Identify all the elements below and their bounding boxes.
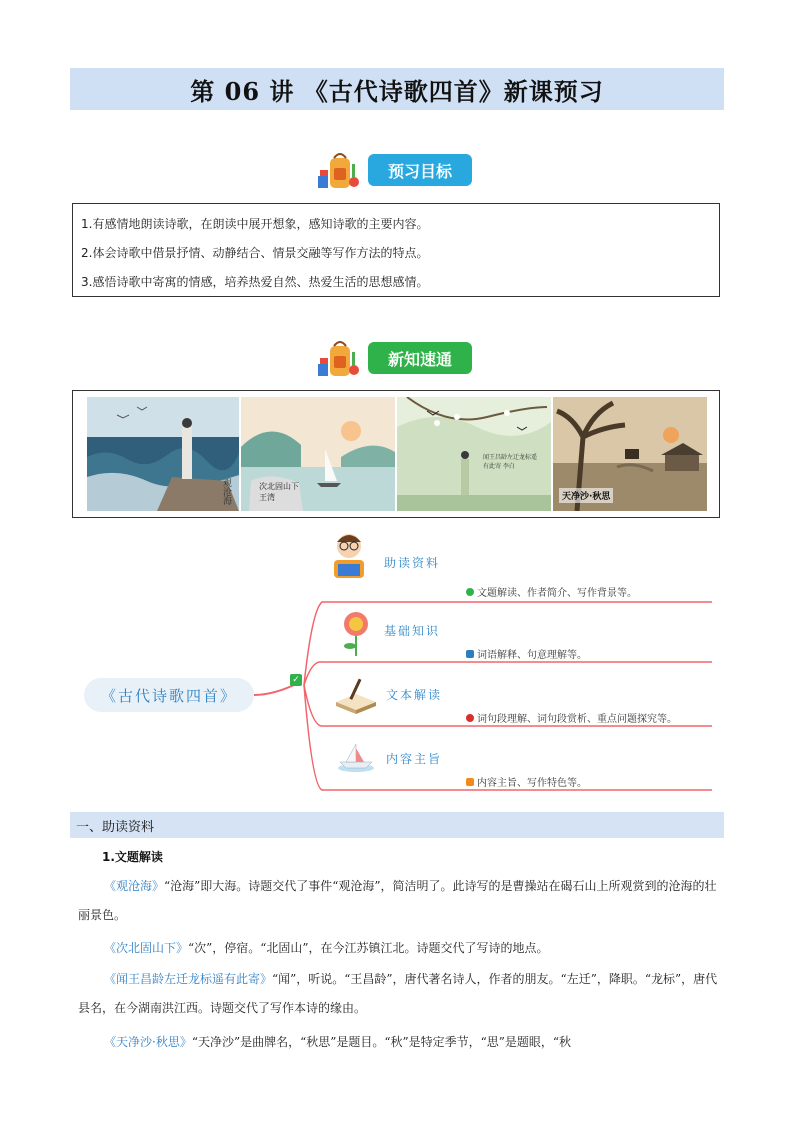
- circle-icon: [466, 714, 474, 722]
- branch-desc: [466, 710, 677, 725]
- sub-heading: 1.文题解读: [102, 850, 163, 864]
- branch-desc-text: 词句段理解、词句段赏析、重点问题探究等。: [477, 714, 677, 725]
- square-icon: [466, 778, 474, 786]
- image-caption: 次北固山下 王湾: [259, 482, 299, 502]
- goal-item: 2.体会诗歌中借景抒情、动静结合、情景交融等写作方法的特点。: [81, 246, 429, 260]
- badge-label: 预习目标: [368, 154, 472, 186]
- poem-image-tian-jing-sha: [553, 397, 707, 511]
- poem-title: 《闻王昌龄左迁龙标遥有此寄》: [104, 972, 273, 986]
- mindmap-root: 《古代诗歌四首》: [84, 678, 254, 712]
- goal-item: 3.感悟诗歌中寄寓的情感，培养热爱自然、热爱生活的思想感情。: [81, 275, 429, 289]
- paragraph-text: “天净沙”是曲牌名，“秋思”是题目。“秋”是特定季节，“思”是题眼，“秋: [191, 1035, 572, 1049]
- paragraph-text: “闻”，听说。“王昌龄”，唐代著名诗人，作者的朋友。“左迁”，降职。“龙标”，唐代县名，在今湖南洪江西。诗题交代了写作本诗的缘由。: [78, 972, 718, 1015]
- paper-boat-icon: [334, 736, 378, 776]
- schoolbag-icon: [316, 150, 362, 190]
- paragraph: [78, 1028, 722, 1058]
- image-caption: 闻王昌龄左迁龙标遥有此寄 李白: [483, 454, 538, 470]
- badge-label: 新知速通: [368, 342, 472, 374]
- paragraph-text: “次”，停宿。“北固山”，在今江苏镇江北。诗题交代了写诗的地点。: [188, 941, 549, 955]
- branch-desc: [466, 774, 587, 789]
- reading-boy-icon: [324, 530, 374, 584]
- goals-box: [72, 203, 720, 297]
- checkbox-icon: ✓: [290, 674, 302, 686]
- branch-desc: [466, 646, 587, 661]
- person-icon: [466, 650, 474, 658]
- section-badge-goals: [316, 150, 472, 190]
- title-bar: [70, 68, 724, 110]
- paragraph: [78, 872, 722, 930]
- section-badge-new-knowledge: [316, 338, 472, 378]
- branch-title: 助读资料: [384, 556, 441, 570]
- goal-item: 1.有感情地朗读诗歌，在朗读中展开想象，感知诗歌的主要内容。: [81, 217, 429, 231]
- image-caption: 观沧海: [221, 478, 231, 505]
- book-icon: [332, 676, 380, 716]
- poem-title: 《观沧海》: [104, 879, 165, 893]
- branch-title: 内容主旨: [386, 752, 443, 766]
- mind-map: [72, 530, 722, 800]
- branch-title: 基础知识: [384, 624, 441, 638]
- branch-desc-text: 文题解读、作者简介、写作背景等。: [477, 588, 637, 599]
- flower-icon: [336, 608, 376, 658]
- circle-icon: [466, 588, 474, 596]
- paragraph: [78, 934, 722, 963]
- branch-title: 文本解读: [386, 688, 443, 702]
- branch-desc-text: 词语解释、句意理解等。: [477, 650, 587, 661]
- poem-image-ci-bei-gu-shan: [241, 397, 395, 511]
- paragraph-text: “沧海”即大海。诗题交代了事件“观沧海”，简洁明了。此诗写的是曹操站在碣石山上所观赏到的沧海的壮丽景色。: [78, 879, 717, 922]
- poem-image-wen-wang-changling: [397, 397, 551, 511]
- branch-desc: [466, 584, 637, 599]
- schoolbag-icon: [316, 338, 362, 378]
- image-caption: 天净沙·秋思: [559, 488, 613, 503]
- paragraph: [78, 965, 722, 1023]
- poem-image-guan-cang-hai: [87, 397, 239, 511]
- poem-title: 《次北固山下》: [104, 941, 189, 955]
- section-heading: 一、助读资料: [70, 812, 724, 838]
- branch-desc-text: 内容主旨、写作特色等。: [477, 778, 587, 789]
- page-title: 第 06 讲 《古代诗歌四首》新课预习: [190, 76, 604, 106]
- poem-image-strip: [72, 390, 720, 518]
- poem-title: 《天净沙·秋思》: [104, 1035, 192, 1049]
